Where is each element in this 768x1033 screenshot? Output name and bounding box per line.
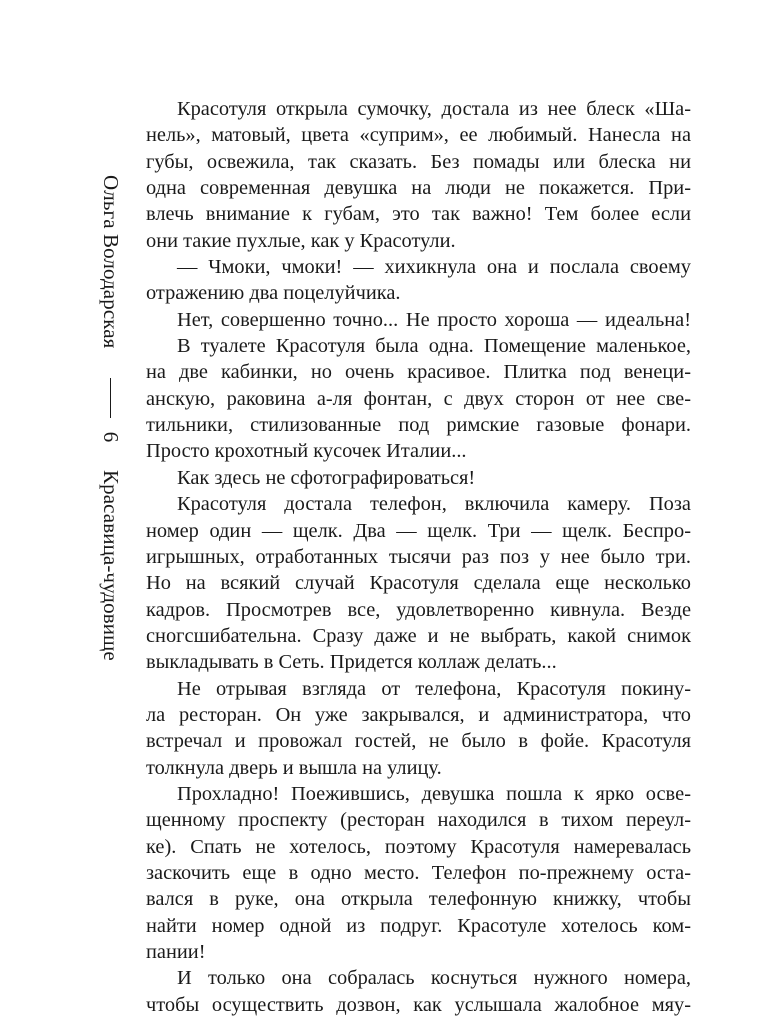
text-line: Но на всякий случай Красотуля сделала еще несколько [146,572,691,595]
text-line: ла ресторан. Он уже закрывался, и администратора, что [146,703,691,726]
text-line: Нет, совершенно точно... Не просто хороша — идеальна! [177,308,691,331]
text-line: Красотуля достала телефон, включила камеру. Поза [177,493,691,516]
text-line: Не отрывая взгляда от телефона, Красотуля покину- [177,677,691,700]
page-number: 6 [99,431,124,443]
text-line: встречал и провожал гостей, не было в фойе. Красотуля [146,730,691,753]
book-title: Красавица-чудовище [99,470,124,661]
text-line: номер один — щелк. Два — щелк. Три — щелк. Беспро- [146,519,691,542]
text-line: кадров. Просмотрев все, удовлетворенно кивнула. Везде [146,598,691,621]
text-line: выкладывать в Сеть. Придется коллаж делать... [146,651,557,674]
text-line: заскочить еще в одно место. Телефон по-прежнему оста- [146,861,691,884]
text-line: И только она собралась коснуться нужного номера, [177,967,691,990]
text-line: ке). Спать не хотелось, поэтому Красотуля намеревалась [146,835,691,858]
text-line: пании! [146,941,206,963]
running-header-rotated [92,175,130,710]
running-header [92,175,130,710]
text-line: они такие пухлые, как у Красотули. [146,229,456,252]
text-line: В туалете Красотуля была одна. Помещение маленькое, [177,335,691,358]
author-name: Ольга Володарская [99,175,124,349]
text-line: найти номер одной из подруг. Красотуле хотелось ком- [146,914,691,937]
text-line: игрышных, отработанных тысячи раз поз у нее было три. [146,545,691,568]
text-line: влечь внимание к губам, это так важно! Тем более если [146,203,691,226]
text-line: анскую, раковина а-ля фонтан, с двух сторон от нее све- [146,387,691,410]
text-line: тильники, стилизованные под римские газовые фонари. [146,414,691,437]
text-line: отражению два поцелуйчика. [146,282,401,305]
text-line: Как здесь не сфотографироваться! [177,466,476,489]
text-line: на две кабинки, но очень красивое. Плитка под венеци- [146,361,691,384]
body-text [146,96,691,1018]
text-line: нель», матовый, цвета «суприм», ее любимый. Нанесла на [146,124,691,147]
text-line: сногсшибательна. Сразу даже и не выбрать, какой снимок [146,624,691,647]
header-divider [111,378,112,418]
text-line: Прохладно! Поежившись, девушка пошла к ярко освe- [177,782,691,805]
text-line: чтобы осуществить дозвон, как услышала жалобное мяу- [146,993,691,1016]
text-line: щенному проспекту (ресторан находился в тихом переул- [146,809,691,832]
text-line: губы, освежила, так сказать. Без помады или блеска ни [146,150,691,173]
text-line: одна современная девушка на люди не покажется. При- [146,177,691,200]
text-line: — Чмоки, чмоки! — хихикнула она и послала своему [177,256,691,279]
text-line: Просто крохотный кусочек Италии... [146,440,467,463]
text-line: Красотуля открыла сумочку, достала из нее блеск «Ша- [177,98,691,120]
text-line: вался в руке, она открыла телефонную книжку, чтобы [146,888,691,911]
text-line: толкнула дверь и вышла на улицу. [146,756,442,779]
